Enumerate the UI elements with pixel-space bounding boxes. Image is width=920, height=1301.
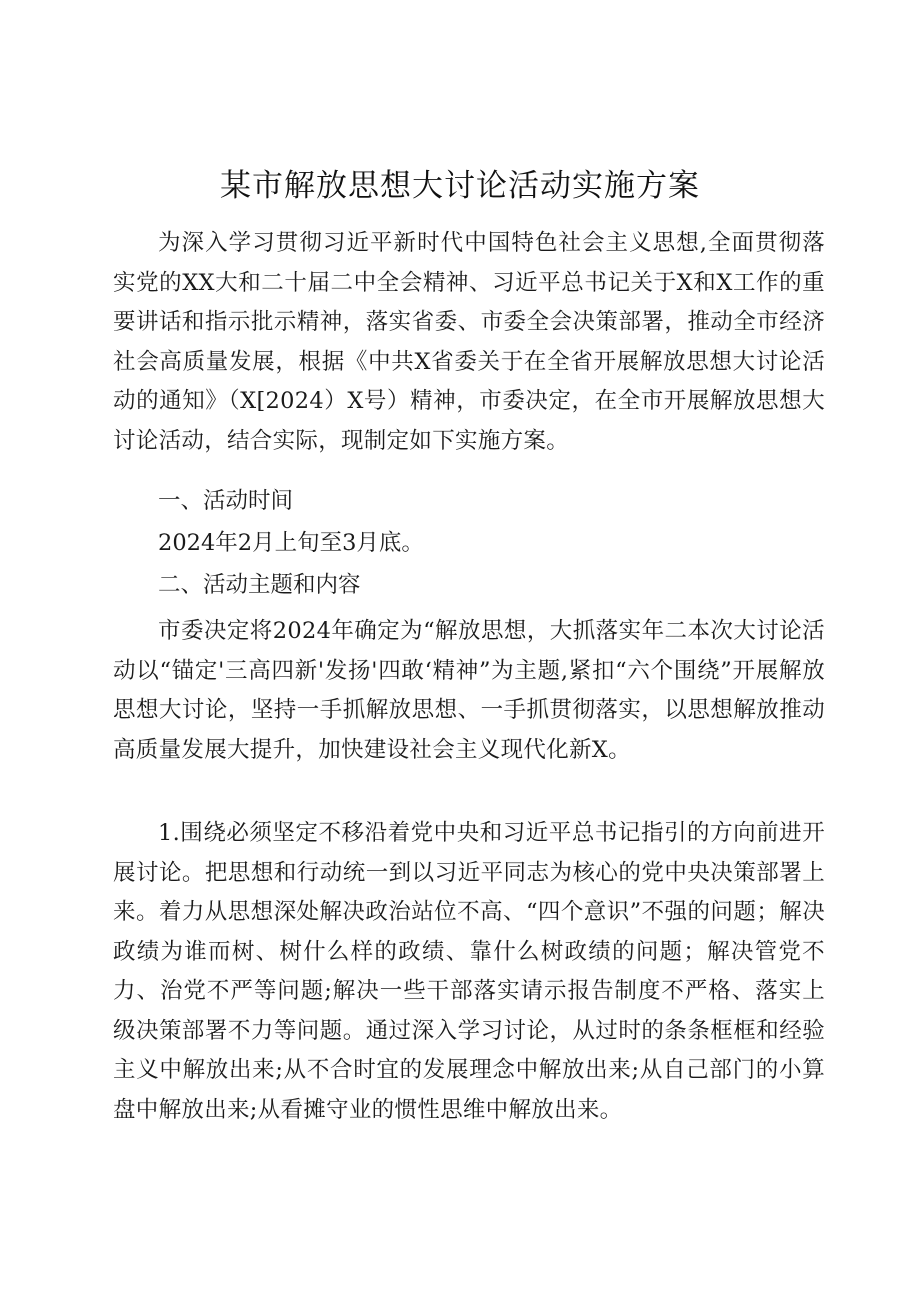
item-1-paragraph: 1.围绕必须坚定不移沿着党中央和习近平总书记指引的方向前进开展讨论。把思想和行动统一到以习近平同志为核心的党中央决策部署上来。着力从思想深处解决政治站位不高、“四个意识”不强的问题；解决政绩为谁而树、树什么样的政绩、靠什么树政绩的问题；解决管党不力、治党不严等问题;解决一些干部落实请示报告制度不严格、落实上级决策部署不力等问题。通过深入学习讨论，从过时的条条框框和经验主义中解放出来;从不合时宜的发展理念中解放出来;从自己部门的小算盘中解放出来;从看摊守业的惯性思维中解放出来。 (113, 820, 825, 1123)
section-heading-activity-time: 一、活动时间 (158, 488, 294, 514)
intro-paragraph: 为深入学习贯彻习近平新时代中国特色社会主义思想,全面贯彻落实党的XX大和二十届二中全会精神、习近平总书记关于X和X工作的重要讲话和指示批示精神，落实省委、市委全会决策部署，推动全市经济社会高质量发展，根据《中共X省委关于在全省开展解放思想大讨论活动的通知》（X[2024）X号）精神，市委决定，在全市开展解放思想大讨论活动，结合实际，现制定如下实施方案。 (113, 230, 825, 454)
theme-paragraph: 市委决定将2024年确定为“解放思想，大抓落实年二本次大讨论活动以“锚定'三高四新'发扬'四敢‘精神”为主题,紧扣“六个围绕”开展解放思想大讨论，坚持一手抓解放思想、一手抓贯彻落实，以思想解放推动高质量发展大提升，加快建设社会主义现代化新X。 (113, 618, 825, 763)
document-title: 某市解放思想大讨论活动实施方案 (220, 168, 700, 204)
section-heading-theme-content: 二、活动主题和内容 (158, 572, 361, 598)
activity-time-text: 2024年2月上旬至3月底。 (158, 530, 424, 556)
